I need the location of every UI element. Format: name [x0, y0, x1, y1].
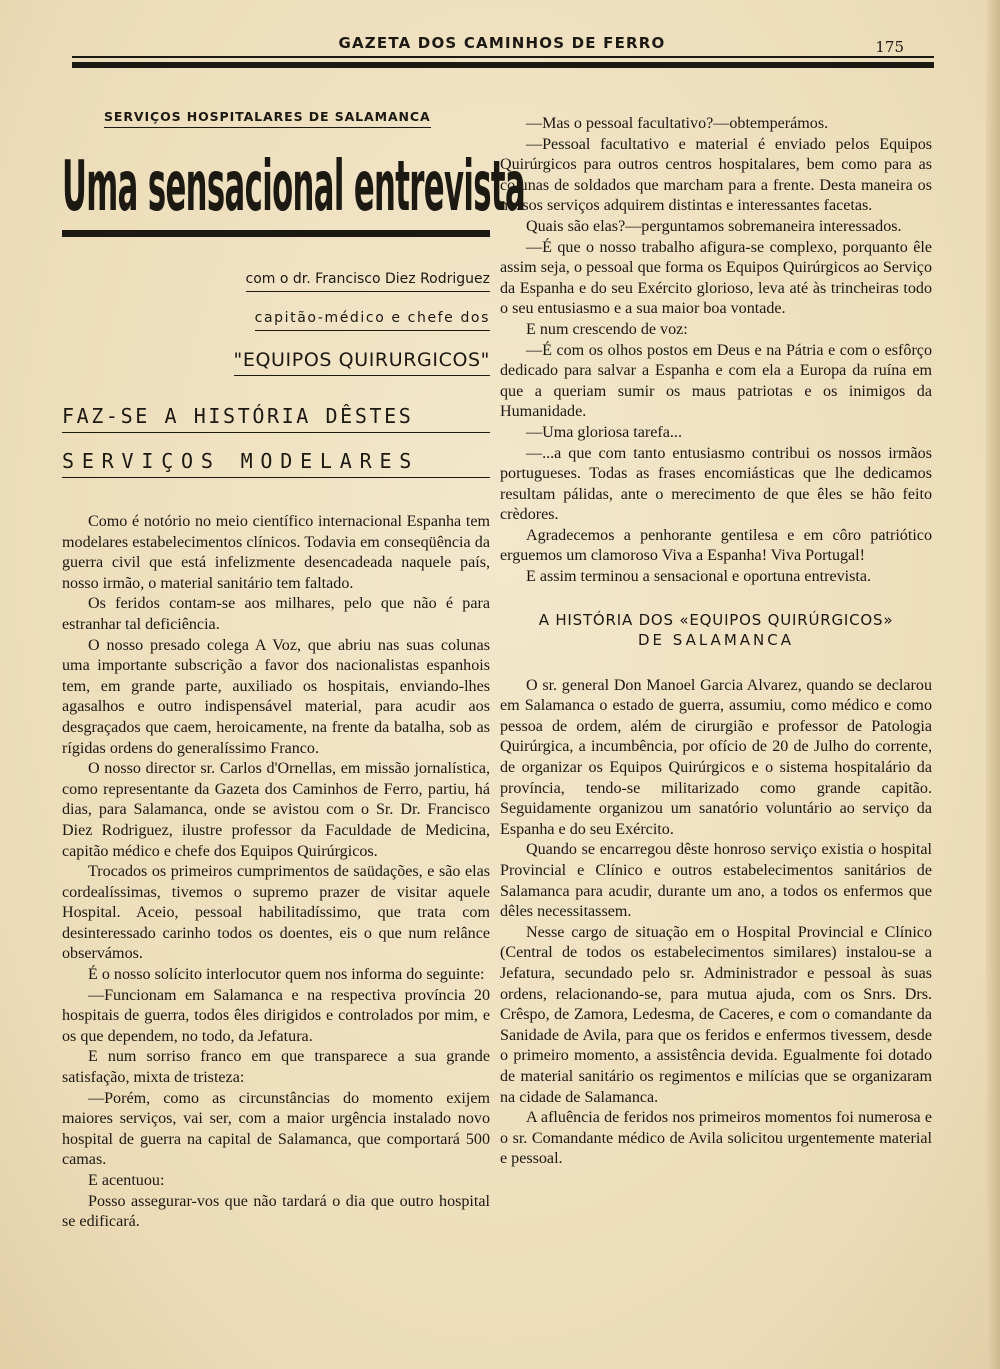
headline-block [62, 146, 526, 230]
paragraph: —Porém, como as circunstâncias do momento exijem maiores serviços, vai ser, com a maior urgência instalado novo hospital de guerra na capital de Salamanca, que comportará 500 camas. [62, 1089, 490, 1169]
paragraph: E assim terminou a sensacional e oportuna entrevista. [526, 568, 872, 586]
headline-rule [62, 230, 490, 237]
page-number: 175 [875, 38, 904, 56]
section-heading-line-1: FAZ-SE A HISTÓRIA DÊSTES [62, 404, 490, 433]
paragraph: Posso assegurar-vos que não tardará o dia que outro hospital se edificará. [62, 1192, 490, 1231]
paragraph: E num sorriso franco em que transparece a sua grande satisfação, mixta de tristeza: [62, 1048, 490, 1087]
paragraph: —Uma gloriosa tarefa... [526, 423, 682, 441]
paragraph: O nosso presado colega A Voz, que abriu nas suas colunas uma importante subscrição a favor dos nacionalistas espanhois tem, em grande parte, auxiliado os hospitais, enviando-lhes agasalhos e outro indispensável material, para acudir aos desgraçados que caem, heroicamente, na frente da batalha, sob as rígidas ordens do generalíssimo Franco. [62, 636, 490, 757]
subtitle-line-2 [62, 310, 490, 331]
subtitle-text-2: capitão-médico e chefe dos [255, 310, 490, 331]
paragraph: Quais são elas?—perguntamos sobremaneira interessados. [526, 217, 902, 235]
subtitle-line-3 [62, 349, 490, 376]
paragraph: Como é notório no meio científico internacional Espanha tem modelares estabelecimentos clínicos. Todavia em conseqüência da guerra civil que está infelizmente desencadeada naquele país, nosso irmão, o material sanitário tem faltado. [62, 513, 490, 592]
subtitle-text-3: "EQUIPOS QUIRURGICOS" [234, 349, 490, 376]
right-section-heading-line-1: A HISTÓRIA DOS «EQUIPOS QUIRÚRGICOS» [538, 610, 894, 629]
section-heading [62, 404, 490, 478]
left-body-text [62, 512, 490, 1233]
paragraph: O nosso director sr. Carlos d'Ornellas, em missão jornalística, como representante da Gazeta dos Caminhos de Ferro, partiu, há dias, para Salamanca, onde se avistou com o Sr. Dr. Francisco Diez Rodriguez, ilustre professor da Faculdade de Medicina, capitão médico e chefe dos Equipos Quirúrgicos. [62, 760, 490, 860]
right-body-text-1 [500, 114, 932, 588]
left-column [62, 108, 526, 1233]
right-section-heading [500, 610, 932, 650]
article-headline: Uma sensacional entrevista [62, 146, 526, 228]
masthead [70, 34, 934, 54]
paragraph: Os feridos contam-se aos milhares, pelo que não é para estranhar tal deficiência. [62, 595, 490, 633]
paragraph: É o nosso solícito interlocutor quem nos informa do seguinte: [88, 966, 485, 984]
paragraph: A afluência de feridos nos primeiros momentos foi numerosa e o sr. Comandante médico de Avila solicitou urgentemente material e pessoal. [500, 1109, 932, 1168]
paragraph: —É que o nosso trabalho afigura-se complexo, porquanto êle assim seja, o pessoal que forma os Equipos Quirúrgicos ao Serviço da Espanha e do seu Exército glorioso, leva até às trincheiras todo o seu entusiasmo e a sua maior boa vontade. [500, 238, 932, 318]
masthead-rule-thin [72, 56, 934, 58]
paragraph: —Pessoal facultativo e material é enviado pelos Equipos Quirúrgicos para outros centros hospitalares, bem como para as colunas de soldados que marcham para a frente. Desta maneira os nossos serviços adquirem distintas e interessantes facetas. [500, 135, 932, 215]
paragraph: O sr. general Don Manoel Garcia Alvarez, quando se declarou em Salamanca o estado de guerra, assumiu, como médico e como pessoa de ordem, além de cirurgião e professor de Patologia Quirúrgica, a incumbência, por ofício de 20 de Julho do corrente, de organizar os Equipos Quirúrgicos e o sistema hospitalário da província, tendo-se militarizado como grande capitão. Seguidamente organizou um sanatório voluntário ao serviço da Espanha e do seu Exército. [500, 676, 932, 838]
right-section-heading-line-2: DE SALAMANCA [638, 630, 794, 649]
subtitle-line-1 [62, 271, 490, 292]
paragraph: Agradecemos a penhorante gentilesa e em côro patriótico erguemos um clamoroso Viva a Espanha! Viva Portugal! [500, 526, 932, 565]
masthead-title: GAZETA DOS CAMINHOS DE FERRO [338, 34, 666, 52]
paragraph: —Mas o pessoal facultativo?—obtemperámos. [526, 115, 829, 132]
page-binding-edge [986, 0, 1000, 1369]
paragraph: Trocados os primeiros cumprimentos de saüdações, e são elas cordealíssimas, tivemos o supremo prazer de visitar aquele Hospital. Aceio, pessoal habilitadíssimo, que trata com desinteressado carinho todos os doentes, eis o que num relânce observámos. [62, 863, 490, 963]
paragraph: Nesse cargo de situação em o Hospital Provincial e Clínico (Central de todos os estabelecimentos similares) instalou-se a Jefatura, secundado pelo sr. Administrador e pessoal às suas ordens, relacionando-se, para mutua ajuda, com os Snrs. Drs. Crêspo, de Zamora, Ledesma, de Caceres, e com o comandante da Sanidade de Avila, para que os feridos e enfermos tivessem, desde o primeiro momento, a assistência devida. Egualmente foi dotado de material sanitário os regimentos e milícias que se organizaram na cidade de Salamanca. [500, 923, 932, 1106]
paragraph: Quando se encarregou dêste honroso serviço existia o hospital Provincial e Clínico e outros estabelecimentos sanitários de Salamanca para acudir, durante um ano, a todos os enfermos que dêles necessitassem. [500, 841, 932, 921]
paragraph: E acentuou: [88, 1172, 165, 1189]
right-body-text-2 [500, 676, 932, 1170]
paragraph: —É com os olhos postos em Deus e na Pátria e com o esfôrço dedicado para salvar a Espanha e com ela a Europa da ruína em que a queriam sumir os maus patriotas e os inimigos da Humanidade. [500, 341, 932, 421]
paragraph: —...a que com tanto entusiasmo contribui os nossos irmãos portugueses. Todas as frases encomiásticas que lhe dedicamos resultam pálidas, ante o merecimento de que êles se hão feito crèdores. [500, 444, 932, 524]
masthead-rule-thick [72, 62, 934, 68]
article-kicker: SERVIÇOS HOSPITALARES DE SALAMANCA [104, 109, 431, 128]
paragraph: E num crescendo de voz: [526, 320, 688, 338]
right-column [500, 114, 932, 1170]
section-heading-line-2: SERVIÇOS MODELARES [62, 449, 490, 478]
paragraph: —Funcionam em Salamanca e na respectiva província 20 hospitais de guerra, todos êles dirigidos e controlados por mim, e os que dependem, no todo, da Jefatura. [62, 986, 490, 1045]
subtitle-text-1: com o dr. Francisco Diez Rodriguez [246, 271, 490, 292]
